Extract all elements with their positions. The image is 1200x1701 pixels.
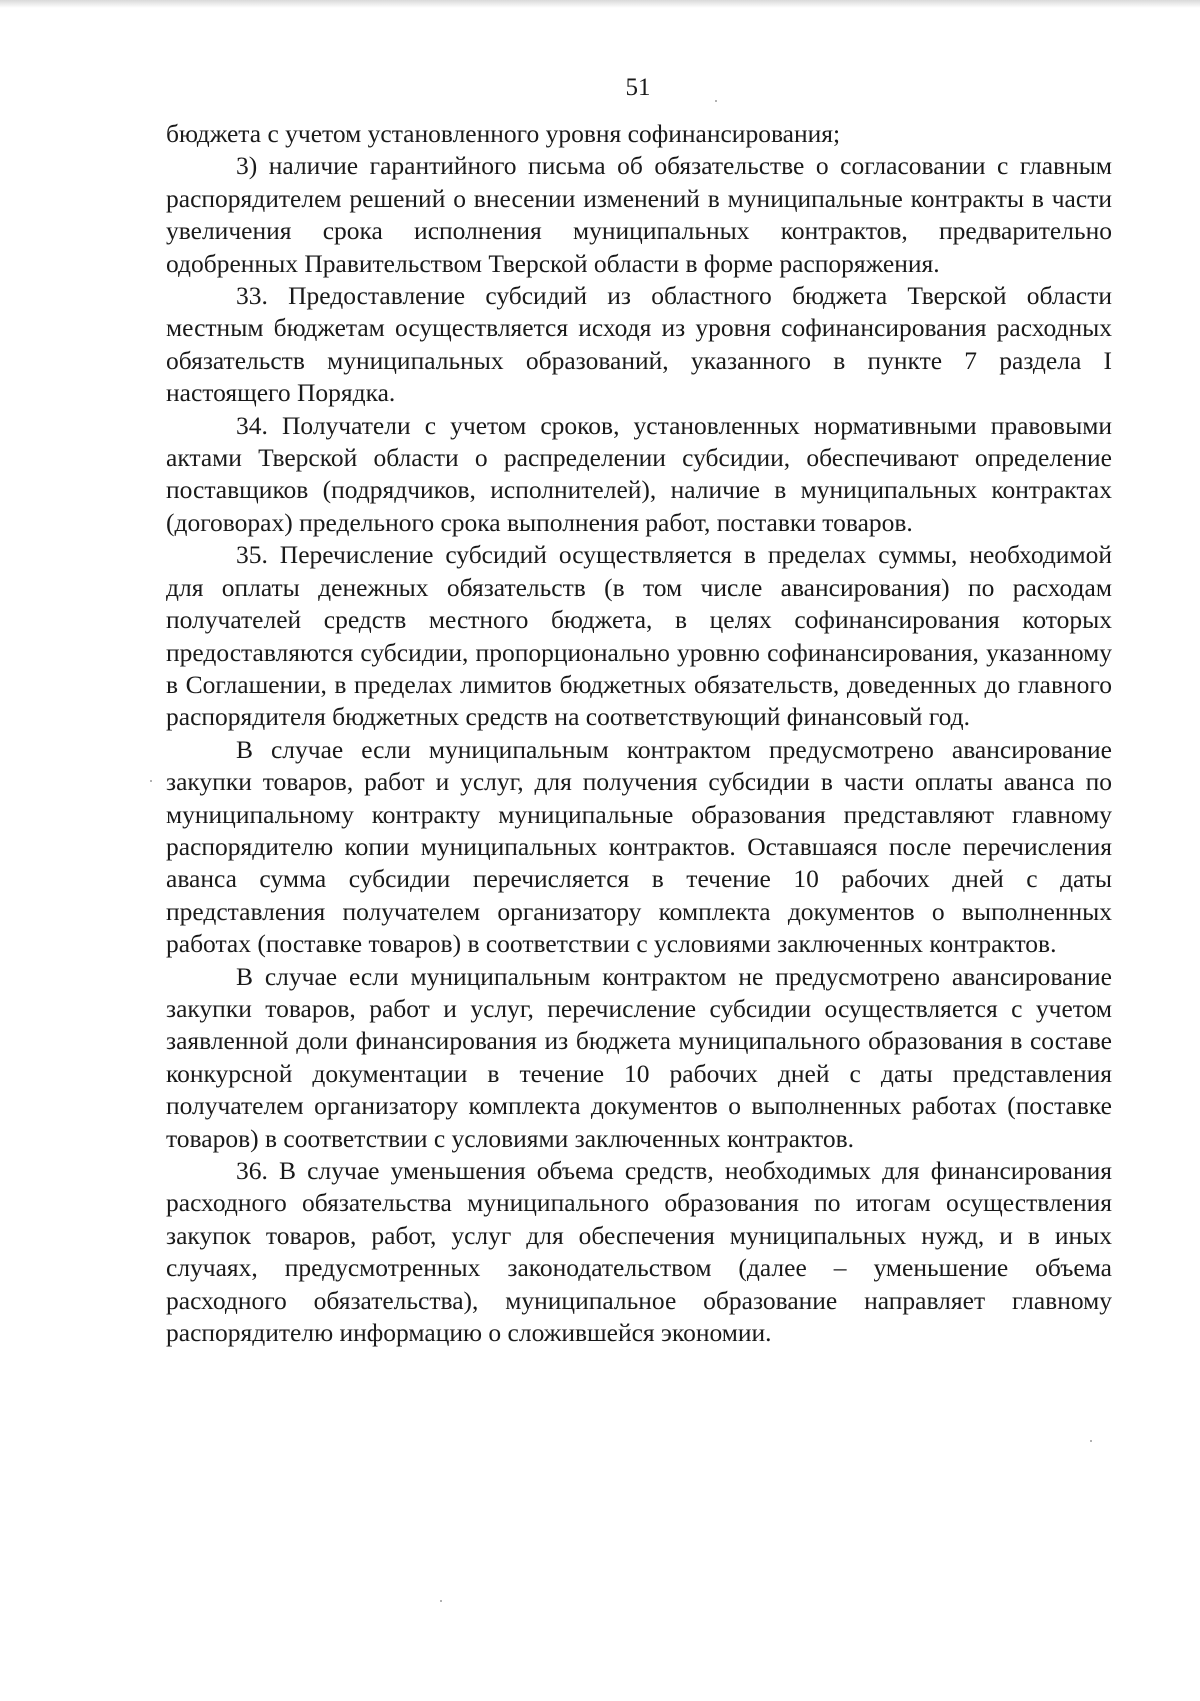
- paragraph-34: 34. Получатели с учетом сроков, установленных нормативными правовыми актами Тверской области о распределении субсидии, обеспечивают определение поставщиков (подрядчиков, исполнителей), наличие в муниципальных контрактах (договорах) предельного срока выполнения работ, поставки товаров.: [166, 410, 1112, 537]
- paragraph-33: 33. Предоставление субсидий из областного бюджета Тверской области местным бюджетам осуществляется исходя из уровня софинансирования расходных обязательств муниципальных образований, указанного в пункте 7 раздела I настоящего Порядка.: [166, 281, 1112, 408]
- scan-speck: [440, 1600, 442, 1602]
- paragraph-35-advance-case: В случае если муниципальным контрактом предусмотрено авансирование закупки товаров, работ и услуг, для получения субсидии в части оплаты аванса по муниципальному контракту муниципальные образования представляют главному распорядителю копии муниципальных контрактов. Оставшаяся после перечисления аванса сумма субсидии перечисляется в течение 10 рабочих дней с даты представления получателем организатору комплекта документов о выполненных работах (поставке товаров) в соответствии с условиями заключенных контрактов.: [166, 734, 1112, 959]
- page-number: 51: [625, 74, 651, 101]
- paragraph-36: 36. В случае уменьшения объема средств, необходимых для финансирования расходного обязательства муниципального образования по итогам осуществления закупок товаров, работ, услуг для обеспечения муниципальных нужд, и в иных случаях, предусмотренных законодательством (далее – уменьшение объема расходного обязательства), муниципальное образование направляет главному распорядителю информацию о сложившейся экономии.: [166, 1156, 1112, 1348]
- paragraph-35: 35. Перечисление субсидий осуществляется в пределах суммы, необходимой для оплаты денежных обязательств (в том числе авансирования) по расходам получателей средств местного бюджета, в целях софинансирования которых предоставляются субсидии, пропорционально уровню софинансирования, указанному в Соглашении, в пределах лимитов бюджетных обязательств, доведенных до главного распорядителя бюджетных средств на соответствующий финансовый год.: [166, 540, 1112, 732]
- document-body: [166, 118, 1112, 1349]
- paragraph-continuation: бюджета с учетом установленного уровня софинансирования;: [166, 119, 841, 148]
- paragraph-item-3: 3) наличие гарантийного письма об обязательстве о согласовании с главным распорядителем решений о внесении изменений в муниципальные контракты в части увеличения срока исполнения муниципальных контрактов, предварительно одобренных Правительством Тверской области в форме распоряжения.: [166, 151, 1112, 278]
- scan-speck: [715, 100, 717, 102]
- scan-top-edge: [0, 0, 1200, 8]
- scan-speck: [1090, 1440, 1092, 1442]
- scan-speck: [150, 780, 152, 782]
- paragraph-35-no-advance-case: В случае если муниципальным контрактом не предусмотрено авансирование закупки товаров, работ и услуг, перечисление субсидии осуществляется с учетом заявленной доли финансирования из бюджета муниципального образования в составе конкурсной документации в течение 10 рабочих дней с даты представления получателем организатору комплекта документов о выполненных работах (поставке товаров) в соответствии с условиями заключенных контрактов.: [166, 961, 1112, 1153]
